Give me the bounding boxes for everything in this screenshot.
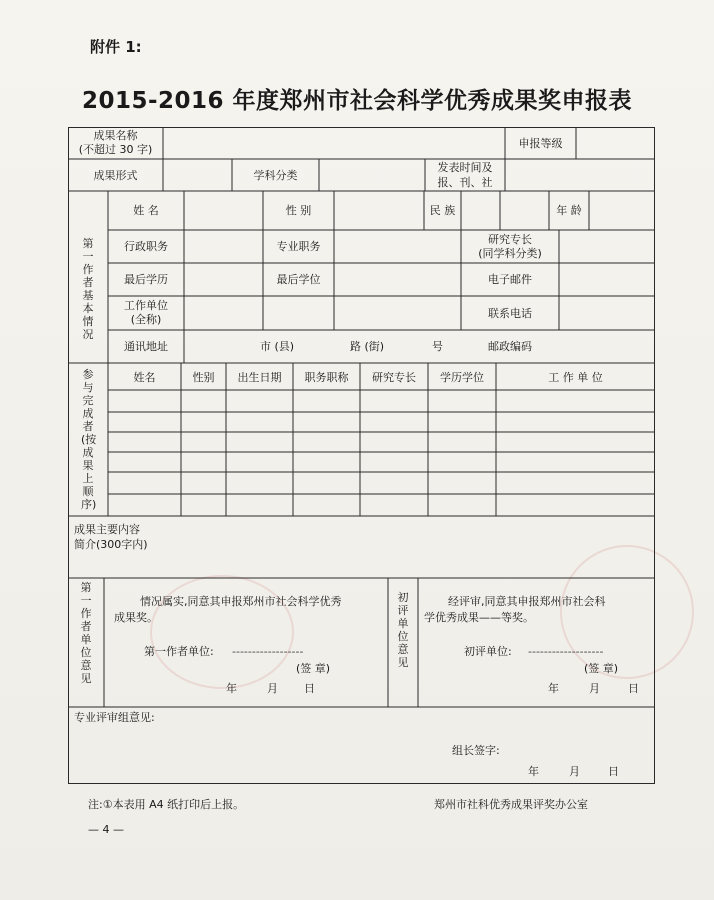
footer-office: 郑州市社科优秀成果评奖办公室 [434, 798, 588, 811]
publication-label-1: 发表时间及 [437, 161, 493, 174]
participants-header-education: 学历学位 [440, 371, 484, 384]
participants-header-research: 研究专长 [372, 371, 416, 384]
participants-header-workplace: 工 作 单 位 [548, 371, 603, 384]
participants-header-gender: 性别 [192, 371, 215, 384]
apply-grade-label: 申报等级 [518, 137, 563, 150]
review-date-year: 年 [548, 682, 559, 695]
address-label: 通讯地址 [124, 340, 168, 353]
review-sign-seal: (签 章) [584, 662, 619, 675]
review-unit-text-1: 经评审,同意其申报郑州市社会科 [448, 595, 606, 608]
author-date-month: 月 [267, 682, 278, 695]
author-date-year: 年 [226, 682, 237, 695]
road-label: 路 (街) [350, 340, 385, 353]
expert-opinion-label: 专业评审组意见: [74, 711, 155, 724]
discipline-label: 学科分类 [253, 169, 298, 182]
review-unit-text-2: 学优秀成果——等奖。 [424, 611, 534, 624]
expert-date-month: 月 [569, 765, 580, 778]
review-date-day: 日 [628, 682, 639, 695]
prof-post-label: 专业职务 [276, 240, 321, 253]
author-unit-sign-label: 第一作者单位: [144, 645, 214, 658]
city-label: 市 (县) [260, 340, 295, 353]
summary-label: 成果主要内容简介(300字内) [74, 523, 148, 551]
author-sign-seal: (签 章) [296, 662, 331, 675]
publication-label-2: 报、刊、社 [437, 176, 493, 189]
degree-label: 最后学位 [276, 273, 321, 286]
first-author-section-label: 第一作者基本情况 [82, 237, 94, 341]
review-unit-sign-label: 初评单位: [464, 645, 512, 658]
form-grid [68, 127, 655, 784]
result-form-label: 成果形式 [93, 169, 138, 182]
page-number: — 4 — [88, 823, 124, 836]
author-gender-label: 性 别 [285, 204, 312, 217]
author-age-label: 年 龄 [556, 204, 582, 217]
email-label: 电子邮件 [488, 273, 532, 286]
author-date-day: 日 [304, 682, 315, 695]
participants-header-birth: 出生日期 [237, 371, 282, 384]
expert-date-year: 年 [528, 765, 539, 778]
leader-sign-label: 组长签字: [452, 744, 500, 757]
author-unit-sign-line: ------------------ [232, 645, 304, 658]
number-label: 号 [432, 340, 443, 353]
author-unit-opinion-label: 第一作者单位意见 [80, 581, 92, 685]
participants-section-label: 参与完成者(按成果上顺序) [81, 368, 97, 511]
expert-date-day: 日 [608, 765, 619, 778]
postcode-label: 邮政编码 [488, 340, 532, 353]
author-unit-text-2: 成果奖。 [114, 611, 158, 624]
author-unit-text-1: 情况属实,同意其申报郑州市社会科学优秀 [140, 595, 342, 608]
result-name-label: 成果名称 [93, 129, 138, 142]
form-title: 2015-2016 年度郑州市社会科学优秀成果奖申报表 [81, 88, 633, 114]
phone-label: 联系电话 [488, 307, 532, 320]
author-name-label: 姓 名 [133, 204, 159, 217]
participants-header-name: 姓名 [133, 371, 156, 384]
review-date-month: 月 [589, 682, 600, 695]
review-unit-opinion-label: 初评单位意见 [397, 591, 409, 669]
workplace-label-2: (全称) [130, 313, 162, 326]
education-label: 最后学历 [124, 273, 168, 286]
research-label-2: (同学科分类) [478, 247, 542, 260]
author-ethnicity-label: 民 族 [429, 204, 456, 217]
research-label-1: 研究专长 [488, 233, 532, 246]
review-unit-sign-line: ------------------- [528, 645, 604, 658]
workplace-label-1: 工作单位 [124, 299, 168, 312]
admin-post-label: 行政职务 [124, 240, 168, 253]
footer-note: 注:①本表用 A4 纸打印后上报。 [88, 798, 245, 811]
participants-header-title: 职务职称 [304, 371, 349, 384]
application-form [68, 127, 655, 784]
attachment-label: 附件 1: [90, 38, 142, 56]
result-name-note: (不超过 30 字) [78, 143, 153, 156]
